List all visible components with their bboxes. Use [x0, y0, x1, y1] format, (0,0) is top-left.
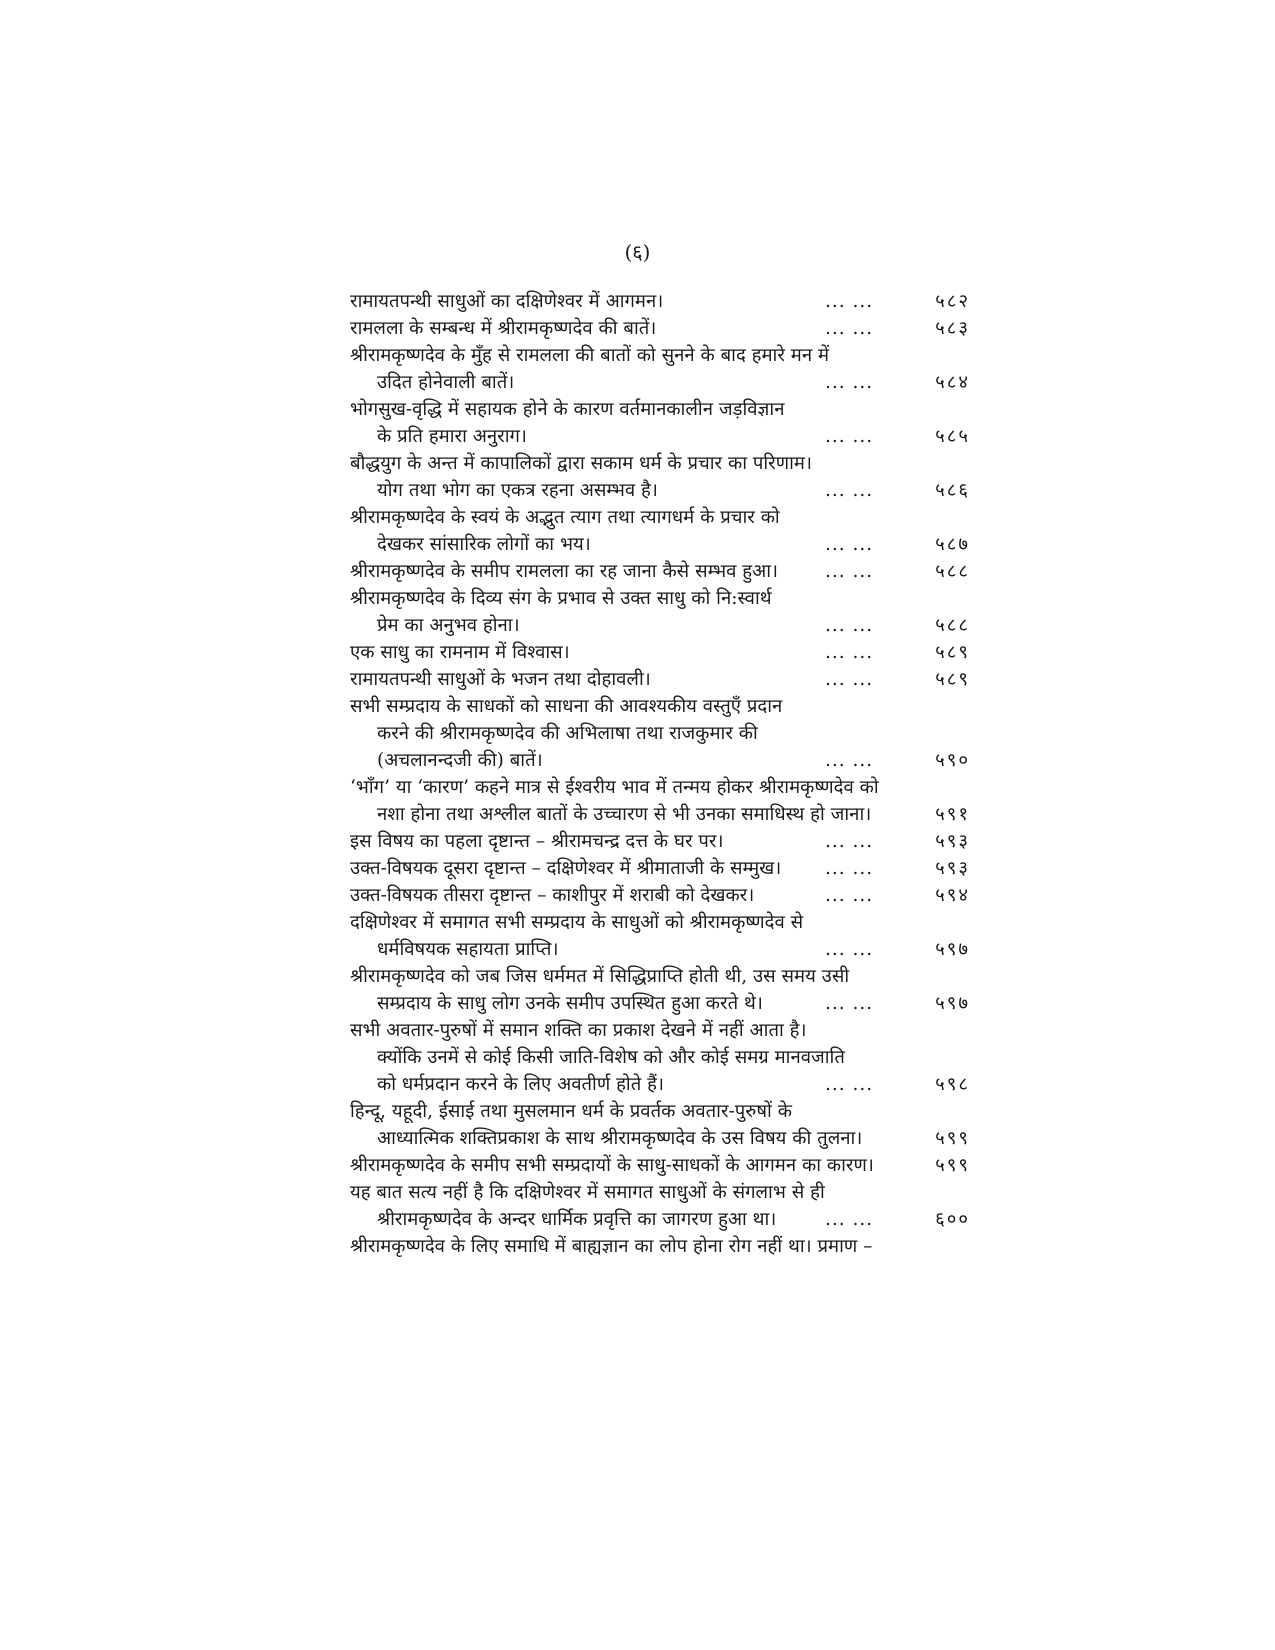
- toc-entry-line: [350, 1206, 970, 1233]
- toc-entry-line: [350, 369, 970, 396]
- toc-entry-line: [350, 1179, 970, 1206]
- leader-dots: ... ...: [825, 858, 874, 879]
- entry-page-number: ५९७: [935, 993, 970, 1014]
- toc-entry-line: [350, 639, 970, 666]
- toc-entry-line: [350, 288, 970, 315]
- toc-entry-line: [350, 801, 970, 828]
- toc-entry-line: [350, 396, 970, 423]
- entry-page-number: ५९०: [935, 750, 970, 771]
- toc-entry-line: [350, 585, 970, 612]
- toc-entry-line: [350, 315, 970, 342]
- toc-entry-line: [350, 774, 970, 801]
- leader-dots: ... ...: [825, 885, 874, 906]
- leader-dots: ... ...: [825, 993, 874, 1014]
- leader-dots: ... ...: [825, 426, 874, 447]
- entry-page-number: ५८८: [935, 561, 970, 582]
- entry-title: श्रीरामकृष्णदेव के दिव्य संग के प्रभाव से उक्त साधु को नि:स्वार्थ: [350, 588, 772, 609]
- leader-dots: ... ...: [825, 939, 874, 960]
- toc-entry-line: [350, 531, 970, 558]
- entry-title: रामायतपन्थी साधुओं के भजन तथा दोहावली।: [350, 669, 651, 690]
- entry-title: हिन्दू, यहूदी, ईसाई तथा मुसलमान धर्म के प्रवर्तक अवतार-पुरुषों के: [350, 1101, 792, 1122]
- toc-entry-line: [350, 855, 970, 882]
- toc-entry-line: [350, 1233, 970, 1260]
- toc-entry-line: [350, 666, 970, 693]
- toc-entry-line: [350, 747, 970, 774]
- toc-entry-line: [350, 423, 970, 450]
- entry-title: बौद्धयुग के अन्त में कापालिकों द्वारा सकाम धर्म के प्रचार का परिणाम।: [350, 453, 812, 474]
- entry-page-number: ५९३: [935, 858, 970, 879]
- toc-entry-line: [350, 990, 970, 1017]
- leader-dots: ... ...: [825, 750, 874, 771]
- entry-page-number: ५९७: [935, 939, 970, 960]
- toc-entry-line: [350, 720, 970, 747]
- entry-page-number: ५९९: [935, 1155, 970, 1176]
- entry-title: एक साधु का रामनाम में विश्वास।: [350, 642, 570, 663]
- entry-title: रामायतपन्थी साधुओं का दक्षिणेश्वर में आगमन।: [350, 291, 664, 312]
- entry-page-number: ५८५: [935, 426, 970, 447]
- entry-page-number: ५९८: [935, 1074, 970, 1095]
- entry-title: श्रीरामकृष्णदेव को जब जिस धर्ममत में सिद्धिप्राप्ति होती थी, उस समय उसी: [350, 966, 850, 987]
- leader-dots: ... ...: [825, 561, 874, 582]
- toc-entry-line: [350, 477, 970, 504]
- entry-title: इस विषय का पहला दृष्टान्त – श्रीरामचन्द्र दत्त के घर पर।: [350, 831, 724, 852]
- entry-title: उक्त-विषयक तीसरा दृष्टान्त – काशीपुर में शराबी को देखकर।: [350, 885, 755, 906]
- entry-title: श्रीरामकृष्णदेव के मुँह से रामलला की बातों को सुनने के बाद हमारे मन में: [350, 345, 830, 366]
- entry-title: क्योंकि उनमें से कोई किसी जाति-विशेष को और कोई समग्र मानवजाति: [377, 1047, 845, 1068]
- entry-page-number: ५८२: [935, 291, 970, 312]
- toc-entry-line: [350, 1071, 970, 1098]
- toc-entry-line: [350, 909, 970, 936]
- entry-page-number: ५९१: [935, 804, 970, 825]
- leader-dots: ... ...: [825, 642, 874, 663]
- entry-title: धर्मविषयक सहायता प्राप्ति।: [377, 939, 559, 960]
- leader-dots: ... ...: [825, 1074, 874, 1095]
- toc-entry-line: [350, 558, 970, 585]
- leader-dots: ... ...: [825, 669, 874, 690]
- toc-entry-line: [350, 1098, 970, 1125]
- entry-title: श्रीरामकृष्णदेव के लिए समाधि में बाह्यज्ञान का लोप होना रोग नहीं था। प्रमाण –: [350, 1236, 873, 1257]
- entry-title: के प्रति हमारा अनुराग।: [377, 426, 527, 447]
- entry-title: सभी सम्प्रदाय के साधकों को साधना की आवश्यकीय वस्तुएँ प्रदान: [350, 696, 783, 717]
- toc-entry-line: [350, 1125, 970, 1152]
- page-number: (६): [624, 240, 651, 264]
- toc-entry-line: [350, 504, 970, 531]
- entry-title: श्रीरामकृष्णदेव के अन्दर धार्मिक प्रवृत्ति का जागरण हुआ था।: [377, 1209, 777, 1230]
- entry-title: श्रीरामकृष्णदेव के स्वयं के अद्भुत त्याग तथा त्यागधर्म के प्रचार को: [350, 507, 780, 528]
- toc-entry-line: [350, 963, 970, 990]
- entry-page-number: ५८७: [935, 534, 970, 555]
- entry-title: रामलला के सम्बन्ध में श्रीरामकृष्णदेव की बातें।: [350, 318, 657, 339]
- toc-entry-line: [350, 936, 970, 963]
- entry-title: सम्प्रदाय के साधु लोग उनके समीप उपस्थित हुआ करते थे।: [377, 993, 763, 1014]
- toc-entry-line: [350, 612, 970, 639]
- entry-title: उक्त-विषयक दूसरा दृष्टान्त – दक्षिणेश्वर में श्रीमाताजी के सम्मुख।: [350, 858, 782, 879]
- entry-title: नशा होना तथा अश्लील बातों के उच्चारण से भी उनका समाधिस्थ हो जाना।: [377, 804, 872, 825]
- entry-title: दक्षिणेश्वर में समागत सभी सम्प्रदाय के साधुओं को श्रीरामकृष्णदेव से: [350, 912, 804, 933]
- toc-entry-line: [350, 693, 970, 720]
- entry-title: (अचलानन्दजी की) बातें।: [377, 750, 543, 771]
- entry-page-number: ५९९: [935, 1128, 970, 1149]
- toc-entry-line: [350, 882, 970, 909]
- entry-page-number: ५८९: [935, 669, 970, 690]
- entry-title: करने की श्रीरामकृष्णदेव की अभिलाषा तथा राजकुमार की: [377, 723, 758, 744]
- entry-title: ‘भाँग’ या ‘कारण’ कहने मात्र से ईश्वरीय भाव में तन्मय होकर श्रीरामकृष्णदेव को: [350, 777, 879, 798]
- toc-entry-line: [350, 1017, 970, 1044]
- entry-title: प्रेम का अनुभव होना।: [377, 615, 520, 636]
- entry-page-number: ५९४: [935, 885, 970, 906]
- entry-title: सभी अवतार-पुरुषों में समान शक्ति का प्रकाश देखने में नहीं आता है।: [350, 1020, 807, 1041]
- leader-dots: ... ...: [825, 1209, 874, 1230]
- leader-dots: ... ...: [825, 480, 874, 501]
- entry-page-number: ५८८: [935, 615, 970, 636]
- entry-title: देखकर सांसारिक लोगों का भय।: [377, 534, 591, 555]
- leader-dots: ... ...: [825, 534, 874, 555]
- entry-page-number: ५८३: [935, 318, 970, 339]
- leader-dots: ... ...: [825, 831, 874, 852]
- entry-title: भोगसुख-वृद्धि में सहायक होने के कारण वर्तमानकालीन जड़विज्ञान: [350, 399, 785, 420]
- entry-page-number: ५८९: [935, 642, 970, 663]
- entry-title: श्रीरामकृष्णदेव के समीप सभी सम्प्रदायों के साधु-साधकों के आगमन का कारण।: [350, 1155, 874, 1176]
- entry-title: योग तथा भोग का एकत्र रहना असम्भव है।: [377, 480, 658, 501]
- entry-title: आध्यात्मिक शक्तिप्रकाश के साथ श्रीरामकृष्णदेव के उस विषय की तुलना।: [377, 1128, 863, 1149]
- toc-entry-line: [350, 828, 970, 855]
- entry-page-number: ५८६: [935, 480, 970, 501]
- table-of-contents: [350, 288, 970, 1260]
- entry-title: को धर्मप्रदान करने के लिए अवतीर्ण होते हैं।: [377, 1074, 664, 1095]
- entry-page-number: ६००: [935, 1209, 970, 1230]
- leader-dots: ... ...: [825, 615, 874, 636]
- entry-title: उदित होनेवाली बातें।: [377, 372, 515, 393]
- toc-entry-line: [350, 1152, 970, 1179]
- toc-entry-line: [350, 450, 970, 477]
- entry-title: यह बात सत्य नहीं है कि दक्षिणेश्वर में समागत साधुओं के संगलाभ से ही: [350, 1182, 825, 1203]
- leader-dots: ... ...: [825, 372, 874, 393]
- toc-entry-line: [350, 342, 970, 369]
- toc-entry-line: [350, 1044, 970, 1071]
- entry-page-number: ५८४: [935, 372, 970, 393]
- leader-dots: ... ...: [825, 318, 874, 339]
- entry-title: श्रीरामकृष्णदेव के समीप रामलला का रह जाना कैसे सम्भव हुआ।: [350, 561, 779, 582]
- entry-page-number: ५९३: [935, 831, 970, 852]
- leader-dots: ... ...: [825, 291, 874, 312]
